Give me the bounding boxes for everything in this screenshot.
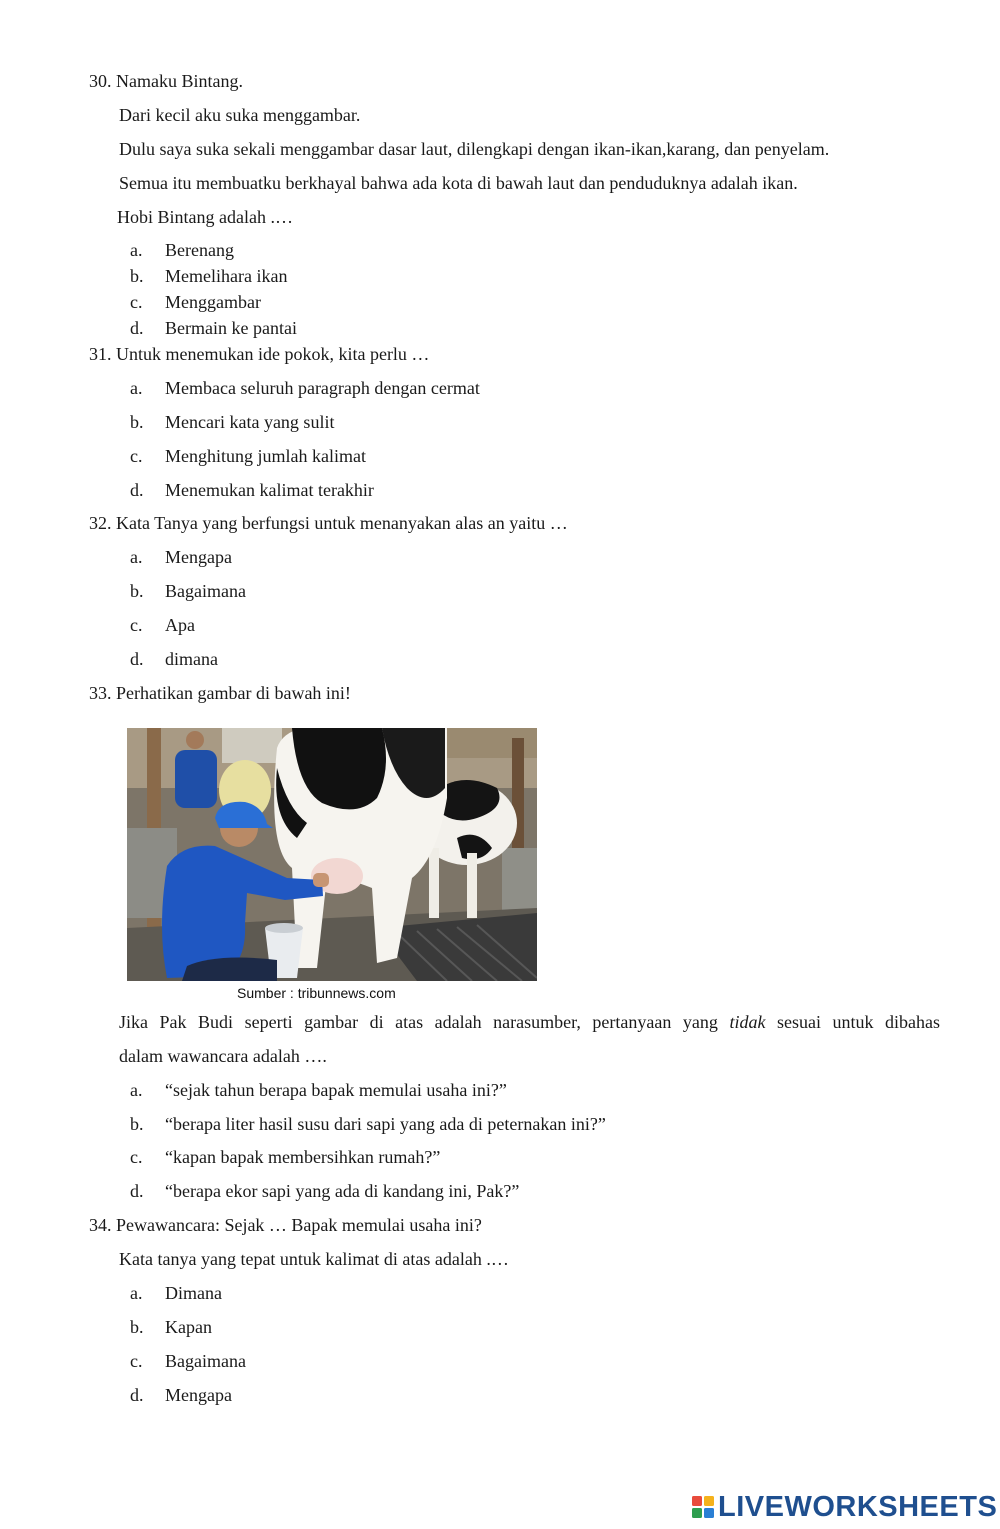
option-letter: d.: [130, 318, 144, 338]
question-33-text-pre: Jika Pak Budi seperti gambar di atas adalah narasumber, pertanyaan yang: [119, 1012, 718, 1032]
option-text: Mencari kata yang sulit: [165, 412, 335, 432]
image-source-caption: Sumber : tribunnews.com: [237, 985, 396, 1001]
option-letter: b.: [130, 1114, 144, 1134]
liveworksheets-logo-icon: [692, 1496, 714, 1518]
option-letter: d.: [130, 1181, 144, 1201]
option-letter: a.: [130, 1283, 143, 1303]
option-text: “kapan bapak membersihkan rumah?”: [165, 1147, 441, 1167]
question-32-stem: 32. Kata Tanya yang berfungsi untuk menanyakan alas an yaitu …: [89, 513, 568, 533]
option-letter: a.: [130, 1080, 143, 1100]
dairy-farm-photo: [127, 728, 537, 981]
option-text: Dimana: [165, 1283, 222, 1303]
option-text: Kapan: [165, 1317, 212, 1337]
option-text: Mengapa: [165, 1385, 232, 1405]
option-letter: b.: [130, 581, 144, 601]
option-text: Menemukan kalimat terakhir: [165, 480, 374, 500]
question-33-stem: 33. Perhatikan gambar di bawah ini!: [89, 683, 351, 703]
liveworksheets-logo-text: LIVEWORKSHEETS: [718, 1491, 998, 1523]
question-30-line: Dari kecil aku suka menggambar.: [119, 105, 361, 125]
option-letter: c.: [130, 1351, 143, 1371]
option-text: dimana: [165, 649, 218, 669]
option-text: Berenang: [165, 240, 234, 260]
option-letter: d.: [130, 649, 144, 669]
option-letter: b.: [130, 266, 144, 286]
option-letter: b.: [130, 1317, 144, 1337]
option-text: “berapa ekor sapi yang ada di kandang ini, Pak?”: [165, 1181, 520, 1201]
question-34-stem: 34. Pewawancara: Sejak … Bapak memulai usaha ini?: [89, 1215, 482, 1235]
question-33-text-emphasis: tidak: [729, 1012, 766, 1032]
option-letter: a.: [130, 547, 143, 567]
option-text: Membaca seluruh paragraph dengan cermat: [165, 378, 480, 398]
option-letter: d.: [130, 1385, 144, 1405]
question-30-line: Semua itu membuatku berkhayal bahwa ada kota di bawah laut dan penduduknya adalah ikan.: [119, 173, 798, 193]
question-30-stem: 30. Namaku Bintang.: [89, 71, 243, 91]
option-letter: c.: [130, 1147, 143, 1167]
question-33-text-post: sesuai untuk dibahas: [776, 1012, 941, 1032]
liveworksheets-logo[interactable]: [692, 1489, 997, 1525]
option-text: Bagaimana: [165, 581, 246, 601]
option-text: “sejak tahun berapa bapak memulai usaha ini?”: [165, 1080, 507, 1100]
option-text: Apa: [165, 615, 195, 635]
question-34-prompt: Kata tanya yang tepat untuk kalimat di atas adalah .…: [119, 1249, 509, 1269]
option-text: Bermain ke pantai: [165, 318, 297, 338]
option-text: Menghitung jumlah kalimat: [165, 446, 366, 466]
option-letter: a.: [130, 240, 143, 260]
question-30-prompt: Hobi Bintang adalah .…: [117, 207, 293, 227]
option-letter: c.: [130, 292, 143, 312]
option-text: “berapa liter hasil susu dari sapi yang ada di peternakan ini?”: [165, 1114, 606, 1134]
question-33-text-line2: dalam wawancara adalah ….: [119, 1046, 327, 1066]
option-text: Bagaimana: [165, 1351, 246, 1371]
question-33-text: [119, 1011, 940, 1033]
option-letter: b.: [130, 412, 144, 432]
option-letter: c.: [130, 615, 143, 635]
option-text: Menggambar: [165, 292, 261, 312]
option-letter: a.: [130, 378, 143, 398]
question-31-stem: 31. Untuk menemukan ide pokok, kita perlu …: [89, 344, 430, 364]
option-letter: d.: [130, 480, 144, 500]
option-letter: c.: [130, 446, 143, 466]
option-text: Mengapa: [165, 547, 232, 567]
question-30-line: Dulu saya suka sekali menggambar dasar laut, dilengkapi dengan ikan-ikan,karang, dan penyelam.: [119, 139, 830, 159]
option-text: Memelihara ikan: [165, 266, 288, 286]
